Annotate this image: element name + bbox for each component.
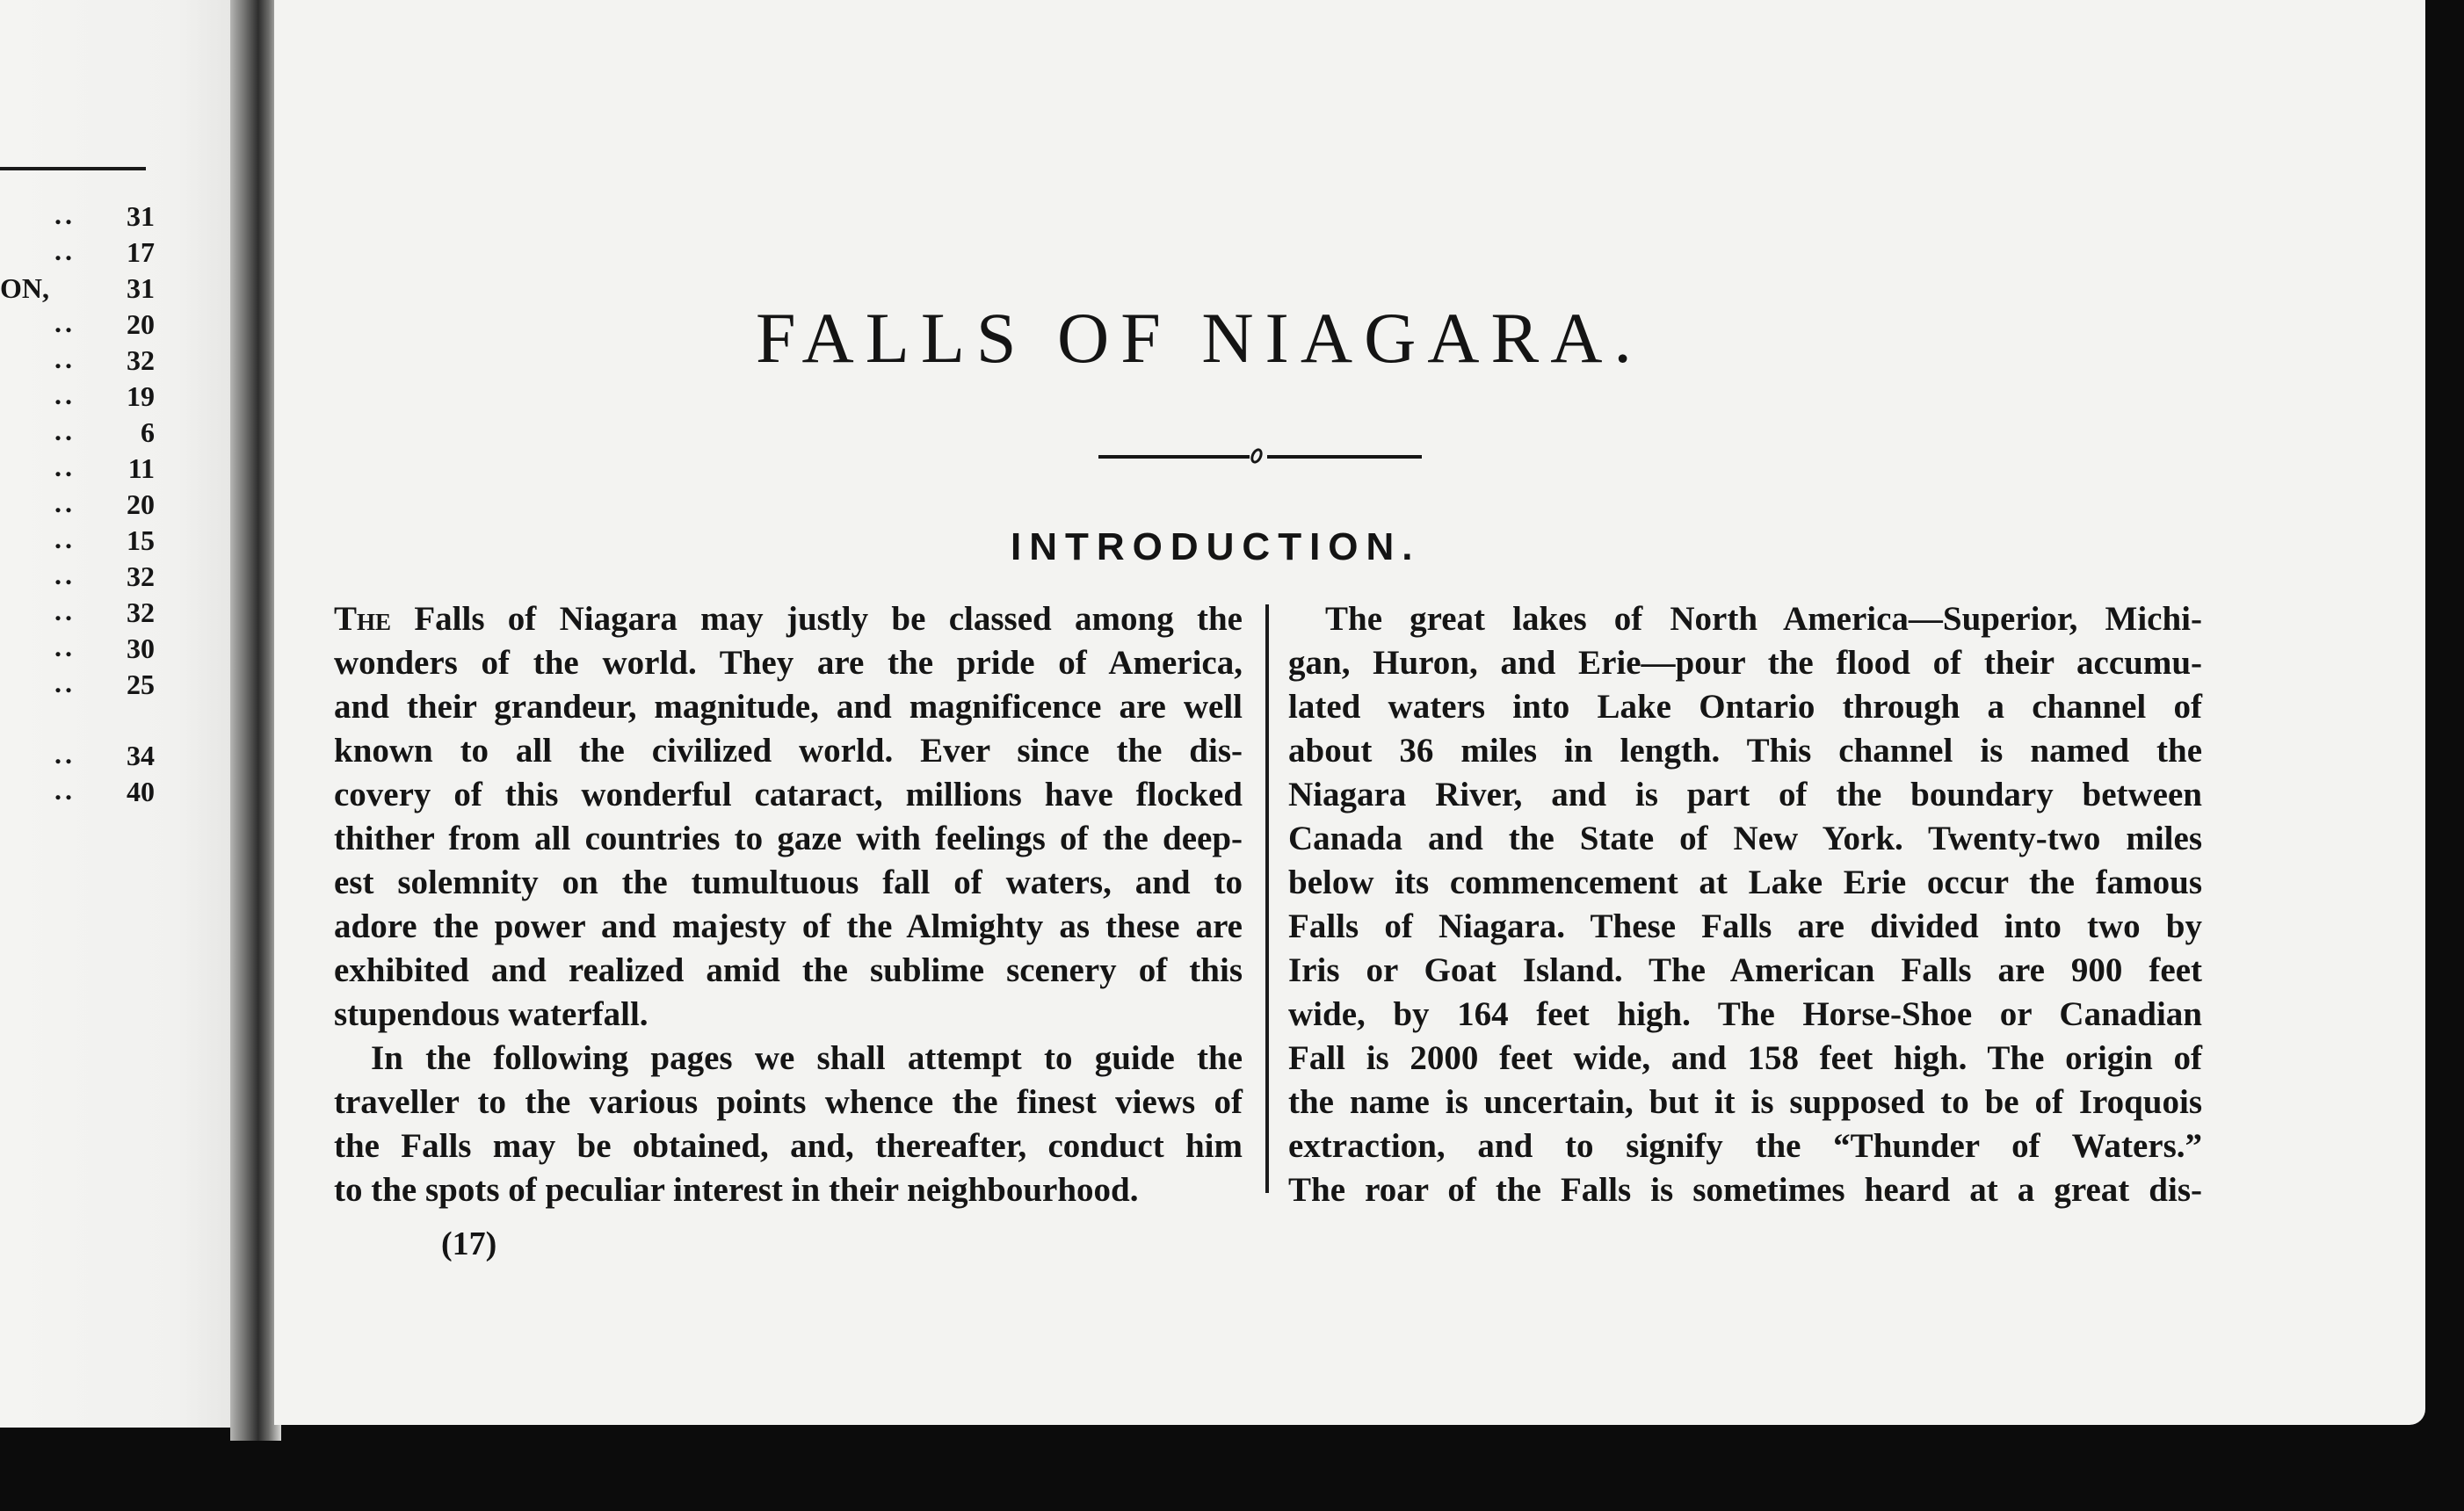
title-ornament (1098, 446, 1422, 467)
table-rule (0, 167, 146, 170)
text-line: The great lakes of North America—Superior, Michi- (1325, 600, 2202, 638)
contents-entry: .. 32 (0, 595, 155, 631)
contents-entry: .. 20 (0, 307, 155, 343)
contents-entry: .. 32 (0, 343, 155, 379)
contents-entry: .. 30 (0, 631, 155, 667)
text-line: Falls of Niagara. These Falls are divided into two by (1288, 907, 2202, 945)
ornament-rule-right (1267, 455, 1422, 459)
contents-page-number: 34 (127, 740, 155, 771)
contents-entry: .. 19 (0, 379, 155, 415)
contents-entry: .. 32 (0, 559, 155, 595)
contents-entry: .. 15 (0, 523, 155, 559)
contents-entry: .. 6 (0, 415, 155, 451)
text-line: In the following pages we shall attempt to guide the (371, 1039, 1243, 1077)
page-title: FALLS OF NIAGARA. (756, 298, 1643, 378)
contents-page-number: 19 (127, 380, 155, 412)
text-line: gan, Huron, and Erie—pour the flood of their accumu- (1288, 644, 2202, 682)
text-line: wide, by 164 feet high. The Horse-Shoe or Canadian (1288, 995, 2202, 1033)
text-line: below its commencement at Lake Erie occur the famous (1288, 864, 2202, 901)
section-heading: INTRODUCTION. (1011, 525, 1421, 568)
contents-page-number: 17 (127, 236, 155, 268)
contents-page-number: 11 (127, 452, 155, 484)
contents-page-number: 25 (127, 669, 155, 700)
text-line: The Falls of Niagara may justly be classed among the (334, 600, 1243, 638)
column-divider (1265, 604, 1269, 1193)
scan-border (2425, 0, 2464, 1511)
text-line: Iris or Goat Island. The American Falls are 900 feet (1288, 951, 2202, 989)
text-line: wonders of the world. They are the pride of America, (334, 644, 1243, 682)
text-line: thither from all countries to gaze with feelings of the deep- (334, 820, 1243, 857)
contents-list (0, 199, 155, 810)
contents-page-number: 6 (141, 416, 155, 448)
text-line: Canada and the State of New York. Twenty-two miles (1288, 820, 2202, 857)
text-line: adore the power and majesty of the Almighty as these are (334, 907, 1243, 945)
contents-page-number: 15 (127, 524, 155, 556)
text-line: covery of this wonderful cataract, millions have flocked (334, 776, 1243, 813)
text-line: the Falls may be obtained, and, thereafter, conduct him (334, 1127, 1243, 1165)
text-line: known to all the civilized world. Ever since the dis- (334, 732, 1243, 770)
contents-page-number: 31 (127, 272, 155, 304)
drop-cap-word: The (334, 600, 392, 638)
contents-entry: .. 17 (0, 235, 155, 271)
contents-entry: .. 25 (0, 667, 155, 703)
previous-page (0, 0, 255, 1428)
contents-page-number: 32 (127, 344, 155, 376)
text-line: Niagara River, and is part of the boundary between (1288, 776, 2202, 813)
text-line: extraction, and to signify the “Thunder of Waters.” (1288, 1127, 2202, 1165)
contents-page-number: 30 (127, 633, 155, 664)
contents-entry: .. 34 (0, 738, 155, 774)
ornament-rule-left (1098, 455, 1250, 459)
text-line: exhibited and realized amid the sublime scenery of this (334, 951, 1243, 989)
page-number: (17) (441, 1225, 497, 1262)
contents-entry: ON, 31 (0, 271, 155, 307)
right-text-column (1288, 597, 2202, 1212)
text-line: est solemnity on the tumultuous fall of waters, and to (334, 864, 1243, 901)
contents-page-number: 32 (127, 596, 155, 628)
text-line: and their grandeur, magnitude, and magnificence are well (334, 688, 1243, 726)
left-text-column (334, 597, 1243, 1212)
ornament-knot (1249, 446, 1265, 465)
text-line: The roar of the Falls is sometimes heard at a great dis- (1288, 1171, 2202, 1209)
contents-entry: .. 20 (0, 487, 155, 523)
text-line: to the spots of peculiar interest in their neighbourhood. (334, 1171, 1139, 1209)
contents-page-number: 40 (127, 776, 155, 807)
contents-page-number: 20 (127, 488, 155, 520)
text-line: the name is uncertain, but it is supposed to be of Iroquois (1288, 1083, 2202, 1121)
contents-page-number: 31 (127, 200, 155, 232)
text-line: traveller to the various points whence the finest views of (334, 1083, 1243, 1121)
contents-entry: .. 40 (0, 774, 155, 810)
contents-entry: .. 11 (0, 451, 155, 487)
text-line: about 36 miles in length. This channel is named the (1288, 732, 2202, 770)
contents-page-number: 32 (127, 560, 155, 592)
text-line: lated waters into Lake Ontario through a channel of (1288, 688, 2202, 726)
text-line: Fall is 2000 feet wide, and 158 feet high. The origin of (1288, 1039, 2202, 1077)
contents-entry: .. 31 (0, 199, 155, 235)
text-line: stupendous waterfall. (334, 995, 649, 1033)
contents-page-number: 20 (127, 308, 155, 340)
